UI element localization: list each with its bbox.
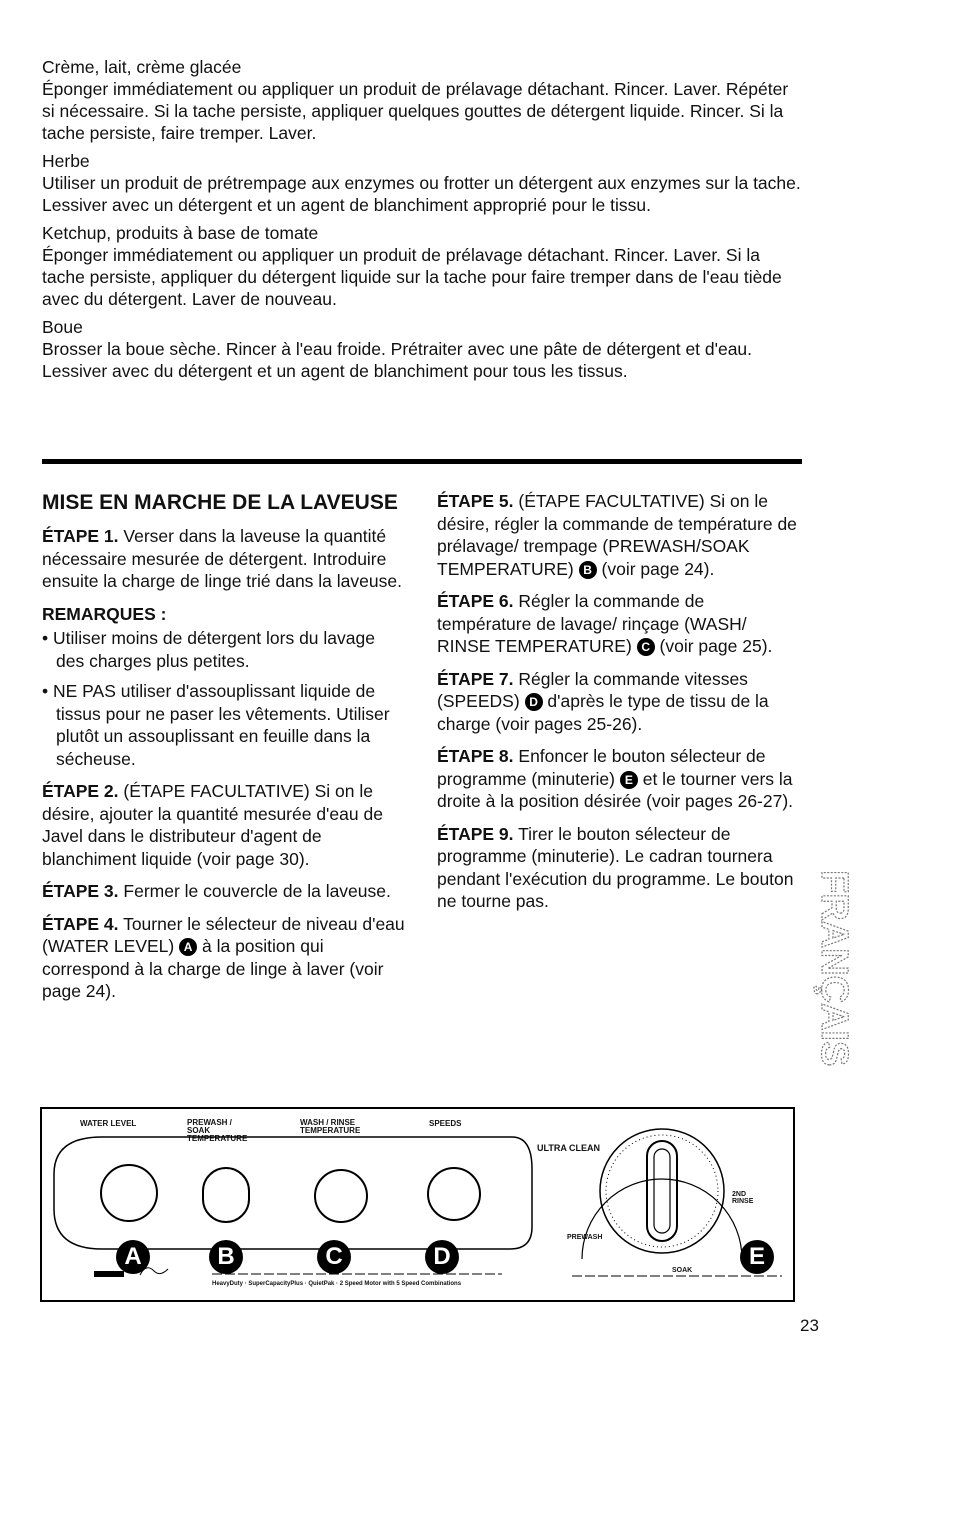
step-text: (ÉTAPE FACULTATIVE) Si on le désire, ajouter la quantité mesurée d'eau de Javel dans le distributeur d'agent de blanchiment liquide (voir page 30). <box>42 781 383 869</box>
step-1 <box>42 525 407 593</box>
step-9 <box>437 823 802 913</box>
badge-e-icon: E <box>620 771 638 789</box>
stain-instructions: Utiliser un produit de prétrempage aux enzymes ou frotter un détergent aux enzymes sur la tache. Lessiver avec un détergent et un agent de blanchiment approprié pour le tissu. <box>42 173 801 215</box>
stain-instructions: Brosser la boue sèche. Rincer à l'eau froide. Prétraiter avec une pâte de détergent et d'eau. Lessiver avec du détergent et un agent de blanchiment pour tous les tissus. <box>42 339 753 381</box>
section-title: MISE EN MARCHE DE LA LAVEUSE <box>42 491 398 514</box>
step-label: ÉTAPE 2. <box>42 781 119 801</box>
step-text: Verser dans la laveuse la quantité nécessaire mesurée de détergent. Introduire ensuite la charge de linge trié dans la laveuse. <box>42 526 402 591</box>
step-label: ÉTAPE 3. <box>42 881 119 901</box>
step-4 <box>42 913 407 1003</box>
step-5 <box>437 490 802 580</box>
stain-name: Boue <box>42 317 83 337</box>
wash-rinse-temperature-label: WASH / RINSE TEMPERATURE <box>300 1118 361 1135</box>
badge-b-icon: B <box>579 561 597 579</box>
step-text: à la position qui correspond à la charge de linge à laver (voir page 24). <box>42 936 384 1001</box>
section-divider <box>42 459 802 464</box>
right-column <box>437 490 802 923</box>
prewash-label: PREWASH <box>567 1234 603 1241</box>
badge-d-icon: D <box>525 693 543 711</box>
step-text: Tourner le sélecteur de niveau d'eau (WATER LEVEL) <box>42 913 405 956</box>
step-label: ÉTAPE 6. <box>437 591 514 611</box>
badge-c-icon: C <box>317 1240 351 1274</box>
stain-name: Herbe <box>42 151 90 171</box>
stain-name: Ketchup, produits à base de tomate <box>42 223 319 243</box>
step-text: et le tourner vers la droite à la position désirée (voir pages 26-27). <box>437 768 794 811</box>
water-level-knob[interactable] <box>100 1164 158 1222</box>
step-label: ÉTAPE 4. <box>42 913 119 934</box>
step-text: Tirer le bouton sélecteur de programme (minuterie). Le cadran tournera pendant l'exécution du programme. Le bouton ne tourne pas. <box>437 823 794 911</box>
remarks-list <box>42 627 407 770</box>
step-text: Enfoncer le bouton sélecteur de programme (minuterie) <box>437 746 766 789</box>
remarks-title: REMARQUES : <box>42 603 167 624</box>
step-2 <box>42 780 407 870</box>
stain-name: Crème, lait, crème glacée <box>42 57 242 77</box>
step-label: ÉTAPE 5. <box>437 491 514 511</box>
page-number: 23 <box>800 1316 819 1335</box>
step-text: (ÉTAPE FACULTATIVE) Si on le désire, régler la commande de température de prélavage/ trempage (PREWASH/SOAK TEMPERATURE) <box>437 491 797 579</box>
step-label: ÉTAPE 1. <box>42 526 119 546</box>
second-rinse-label: 2ND RINSE <box>732 1191 754 1205</box>
step-label: ÉTAPE 9. <box>437 823 514 844</box>
speeds-label: SPEEDS <box>429 1119 462 1128</box>
step-6 <box>437 590 802 658</box>
step-7 <box>437 668 802 736</box>
wash-rinse-knob[interactable] <box>314 1169 368 1223</box>
soak-label: SOAK <box>672 1267 693 1274</box>
remark-item: • Utiliser moins de détergent lors du lavage des charges plus petites. <box>42 627 407 672</box>
step-text: (voir page 24). <box>601 558 715 579</box>
prewash-soak-temperature-label: PREWASH / SOAK TEMPERATURE <box>187 1118 248 1143</box>
side-tab-text: FRANÇAIS <box>813 870 855 1067</box>
step-3 <box>42 880 407 903</box>
step-text: Régler la commande de température de lavage/ rinçage (WASH/ RINSE TEMPERATURE) <box>437 591 747 656</box>
control-panel-diagram <box>40 1107 795 1302</box>
stain-instructions: Éponger immédiatement ou appliquer un produit de prélavage détachant. Rincer. Laver. Répéter si nécessaire. Si la tache persiste, appliquer quelques gouttes de détergent liquide. Rincer. Si la tache persiste, faire tremper. Laver. <box>42 79 789 143</box>
badge-a-icon: A <box>116 1240 150 1274</box>
badge-d-icon: D <box>425 1240 459 1274</box>
ultra-clean-label: ULTRA CLEAN <box>537 1143 600 1153</box>
step-text: d'après le type de tissu de la charge (voir pages 25-26). <box>437 691 769 734</box>
step-text: Régler la commande vitesses (SPEEDS) <box>437 668 748 711</box>
step-text: Fermer le couvercle de la laveuse. <box>123 881 391 901</box>
badge-a-icon: A <box>179 938 197 956</box>
water-level-label: WATER LEVEL <box>80 1119 137 1128</box>
badge-c-icon: C <box>637 638 655 656</box>
prewash-soak-knob[interactable] <box>202 1167 250 1223</box>
left-column <box>42 490 407 1013</box>
panel-feature-text: HeavyDuty · SuperCapacityPlus · QuietPak · 2 Speed Motor with 5 Speed Combinations <box>212 1281 462 1287</box>
remark-item: • NE PAS utiliser d'assouplissant liquide de tissus pour ne paser les vêtements. Utiliser plutôt un assouplissant en feuille dans la sécheuse. <box>42 680 407 770</box>
step-label: ÉTAPE 7. <box>437 668 514 689</box>
speeds-knob[interactable] <box>427 1167 481 1221</box>
step-text: (voir page 25). <box>659 636 773 656</box>
stain-guide <box>42 56 802 388</box>
side-language-tab <box>800 868 860 1128</box>
step-label: ÉTAPE 8. <box>437 746 514 766</box>
stain-instructions: Éponger immédiatement ou appliquer un produit de prélavage détachant. Rincer. Laver. Si la tache persiste, appliquer du détergent liquide sur la tache pour faire tremper dans de l'eau tiède avec du détergent. Laver de nouveau. <box>42 245 782 309</box>
badge-b-icon: B <box>209 1240 243 1274</box>
step-8 <box>437 745 802 813</box>
badge-e-icon: E <box>740 1240 774 1274</box>
